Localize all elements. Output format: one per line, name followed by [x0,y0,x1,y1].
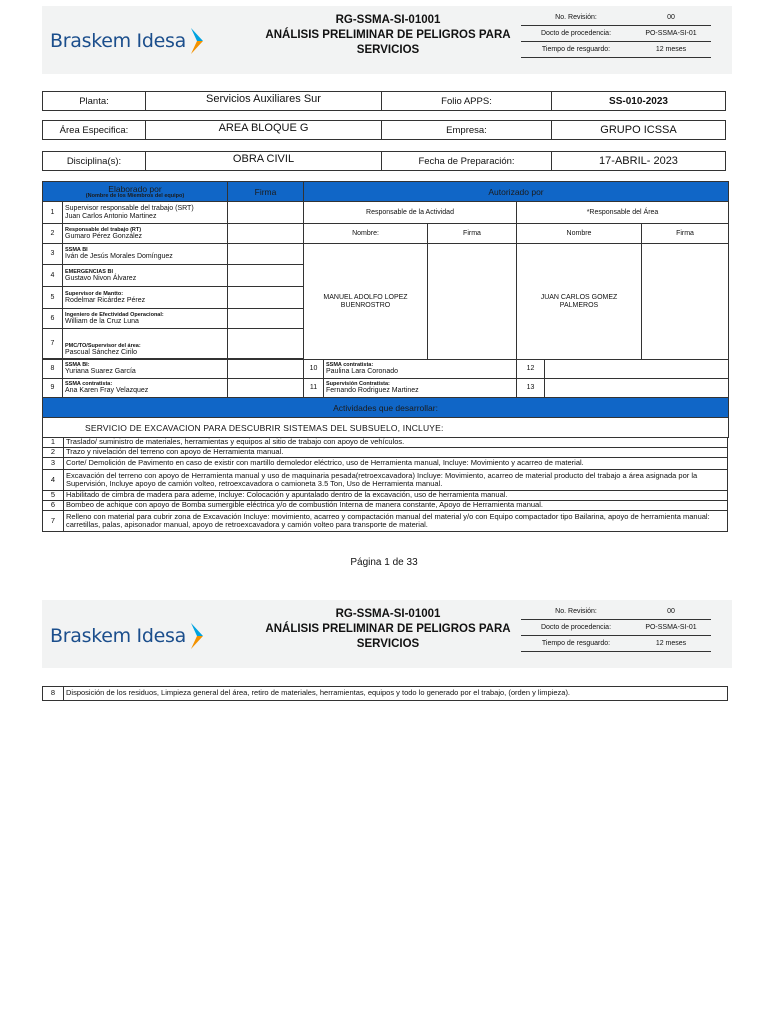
page-number: Página 1 de 33 [350,557,418,568]
team-table: Elaborado por (Nombre de los Miembros del equipo) Firma Autorizado por 1 Supervisor responsable del trabajo (SRT) Juan Carlos Antonio Martinez Responsable de la Actividad *Responsable del Área 2 Responsable del trabajo (RT) Gumaro Pérez González Nombre: Firma Nombre Firma 3 SSMA BI Iván de Jesús Morales Domínguez MANUEL ADOLFO LOPEZ BUENROSTRO JUAN CARLOS GOMEZ PALMEROS 4 EMERGENCIAS BI Gustavo Nivon Álvarez 5 Supervisor de Mantto: Rodelmar Ricárdez Pérez 6 Ingeniero de Efectividad Operacional: William de la Cruz Luna 7 PMC/TO/Supervisor del área: Pascual Sánchez Cirilo 8 SSMA BI: Yuriana Suarez García 10 SSMA contratista: Paulina Lara Coronado 12 9 SSMA contratista: Ana Karen Fray Velazquez 11 Supervisión Contratista: Fernando Rodriguez Martinez 13 Actividades que desarrollar: SERVICIO DE EXCAVACION PARA DESCUBRIR SISTEMAS DEL SUBSUELO, INCLUYE: [42,181,729,438]
member-cell: Supervisión Contratista: Fernando Rodriguez Martinez [324,379,517,398]
document-title [263,13,513,58]
activity-row: 8 Disposición de los residuos, Limpieza general del área, retiro de materiales, herramientas, equipos y todo lo generado por el trabajo, (orden y limpieza). [43,687,728,701]
title-line: ANÁLISIS PRELIMINAR DE PELIGROS PARA [265,29,511,41]
signature-cell [228,360,304,379]
signature-cell [228,244,304,265]
signature-cell [228,379,304,398]
member-cell: Responsable del trabajo (RT) Gumaro Pérez González [63,224,228,244]
meta-row: Tiempo de resguardo: 12 meses [521,636,711,652]
revision-meta [521,10,711,58]
signature-cell [428,244,517,360]
empresa-value: GRUPO ICSSA [552,121,726,140]
member-cell: SSMA BI: Yuriana Suarez García [63,360,228,379]
disciplina-value: OBRA CIVIL [146,152,382,171]
member-cell: PMC/TO/Supervisor del área: Pascual Sánchez Cirilo [63,329,228,359]
activity-row: 5 Habilitado de cimbra de madera para ademe, Incluye: Colocación y apuntalado dentro de la excavación, uso de herramienta manual. [43,491,728,501]
revision-meta [521,604,711,652]
info-disciplina [42,151,726,171]
meta-row: Docto de procedencia: PO-SSMA-SI-01 [521,26,711,42]
planta-value: Servicios Auxiliares Sur [146,92,382,111]
autorizado-header: Autorizado por [304,182,729,202]
title-line: SERVICIOS [356,638,420,650]
resp-actividad-header: Responsable de la Actividad [304,202,517,224]
activity-row: 6 Bombeo de achique con apoyo de Bomba sumergible eléctrica y/o de combustión Interna de manera constante, Apoyo de Herramienta manual. [43,501,728,511]
folio-label: Folio APPS: [382,92,552,111]
meta-row: No. Revisión: 00 [521,604,711,620]
activity-row: 1 Traslado/ suministro de materiales, herramientas y equipos al sitio de trabajo con apoyo de vehículos. [43,438,728,448]
activities-table-continued [42,686,728,701]
planta-label: Planta: [43,92,146,111]
firma-label: Firma [428,224,517,244]
resp-area-name: JUAN CARLOS GOMEZ PALMEROS [517,244,642,360]
meta-row: Docto de procedencia: PO-SSMA-SI-01 [521,620,711,636]
signature-cell [228,287,304,309]
signature-cell [228,224,304,244]
area-value: AREA BLOQUE G [146,121,382,140]
disciplina-label: Disciplina(s): [43,152,146,171]
member-cell: Supervisor de Mantto: Rodelmar Ricárdez Pérez [63,287,228,309]
signature-cell [228,202,304,224]
resp-area-header: *Responsable del Área [517,202,729,224]
title-code: RG-SSMA-SI-01001 [335,608,441,620]
area-label: Área Especifica: [43,121,146,140]
title-code: RG-SSMA-SI-01001 [335,14,441,26]
signature-cell [228,309,304,329]
chevron-logo-icon [189,26,205,56]
fecha-label: Fecha de Preparación: [382,152,552,171]
nombre-label: Nombre [517,224,642,244]
empresa-label: Empresa: [382,121,552,140]
member-cell [545,379,729,398]
member-cell: SSMA contratista: Paulina Lara Coronado [324,360,517,379]
signature-cell [228,265,304,287]
signature-cell [228,329,304,359]
member-cell: SSMA contratista: Ana Karen Fray Velazquez [63,379,228,398]
document-title [263,607,513,652]
activity-row: 2 Trazo y nivelación del terreno con apoyo de Herramienta manual. [43,448,728,458]
firma-header: Firma [228,182,304,202]
member-cell: Ingeniero de Efectividad Operacional: William de la Cruz Luna [63,309,228,329]
activity-row: 3 Corte/ Demolición de Pavimento en caso de existir con martillo demoledor eléctrico, uso de Herramienta manual, Incluye: Movimiento y acarreo de material. [43,458,728,470]
elaborado-header: Elaborado por (Nombre de los Miembros del equipo) [43,182,228,202]
member-cell [545,360,729,379]
info-planta [42,91,726,111]
logo-text: Braskem Idesa [50,30,186,52]
resp-actividad-name: MANUEL ADOLFO LOPEZ BUENROSTRO [304,244,428,360]
meta-row: No. Revisión: 00 [521,10,711,26]
member-cell: EMERGENCIAS BI Gustavo Nivon Álvarez [63,265,228,287]
brand-logo [50,621,205,651]
meta-row: Tiempo de resguardo: 12 meses [521,42,711,58]
activity-row: 4 Excavación del terreno con apoyo de Herramienta manual y uso de maquinaria pesada(retroexcavadora) Incluye: Movimiento, acarreo de material producto del trabajo a área asignada por la Supervisión, Incluye apoyo de camión volteo, retroexcavadora o camioneta 3.5 Ton, Uso de Herramienta manual. [43,470,728,491]
fecha-value: 17-ABRIL- 2023 [552,152,726,171]
actividades-header: Actividades que desarrollar: [43,398,729,418]
firma-label: Firma [642,224,729,244]
title-line: ANÁLISIS PRELIMINAR DE PELIGROS PARA [265,623,511,635]
signature-cell [642,244,729,360]
logo-text: Braskem Idesa [50,625,186,647]
brand-logo [50,26,205,56]
chevron-logo-icon [189,621,205,651]
member-cell: Supervisor responsable del trabajo (SRT) Juan Carlos Antonio Martinez [63,202,228,224]
activity-row: 7 Relleno con material para cubrir zona de Excavación Incluye: movimiento, acarreo y compactación manual del material y/o con Equipo compactador tipo Bailarina, apoyo de herramienta manual: carretillas, palas, apisonador manual, apoyo de retroexcavadora y camión volteo para transporte de material. [43,511,728,532]
nombre-label: Nombre: [304,224,428,244]
activities-table [42,437,728,532]
info-area [42,120,726,140]
title-line: SERVICIOS [356,44,420,56]
folio-value: SS-010-2023 [552,92,726,111]
member-cell: SSMA BI Iván de Jesús Morales Domínguez [63,244,228,265]
servicio-description: SERVICIO DE EXCAVACION PARA DESCUBRIR SISTEMAS DEL SUBSUELO, INCLUYE: [43,418,729,438]
